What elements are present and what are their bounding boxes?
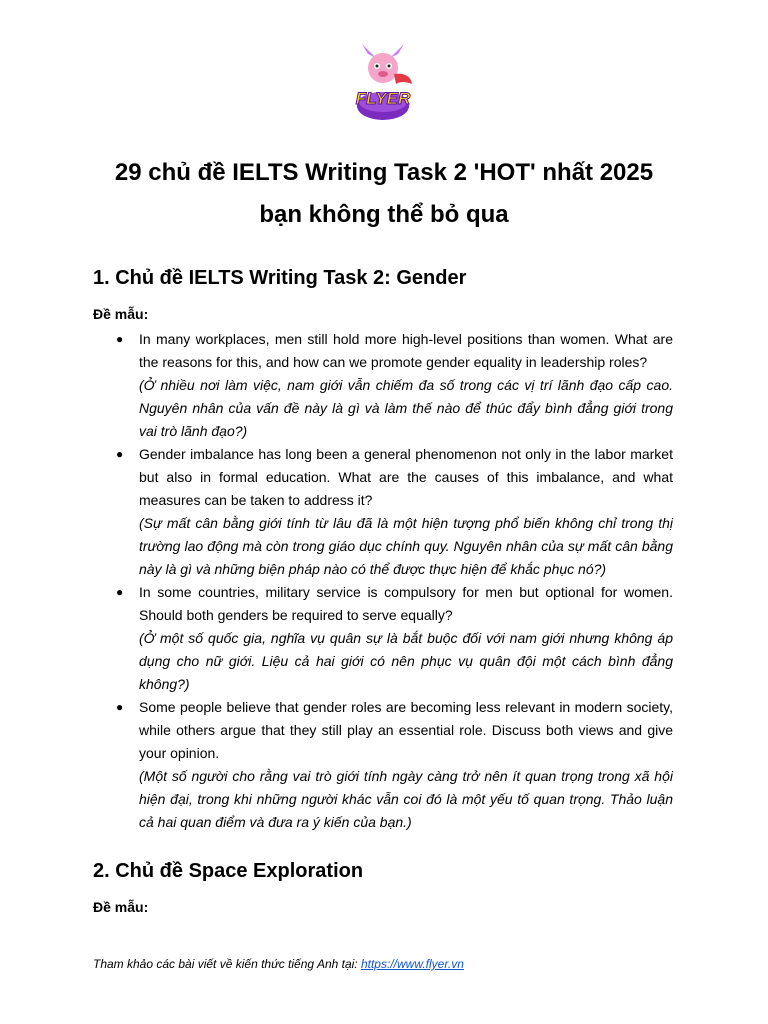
- section-1-sample-label: Đề mẫu:: [93, 306, 149, 322]
- list-item: [93, 581, 673, 696]
- list-item: [93, 328, 673, 443]
- logo-wordmark: FLYER: [355, 89, 411, 108]
- list-item: [93, 696, 673, 834]
- bullet-icon: ●: [116, 332, 124, 346]
- footer-text: Tham khảo các bài viết về kiến thức tiếng Anh tại:: [93, 957, 361, 971]
- question-english: In some countries, military service is compulsory for men but optional for women. Should both genders be required to serve equally?: [139, 584, 673, 623]
- question-vietnamese: (Ở một số quốc gia, nghĩa vụ quân sự là bắt buộc đối với nam giới nhưng không áp dụng cho nữ giới. Liệu cả hai giới có nên phục vụ quân đội một cách bình đẳng không?): [139, 630, 673, 692]
- bullet-icon: ●: [116, 447, 124, 461]
- title-line-1: 29 chủ đề IELTS Writing Task 2 'HOT' nhất 2025: [114, 159, 654, 186]
- bullet-icon: ●: [116, 585, 124, 599]
- page-footer: [93, 957, 464, 971]
- question-english: In many workplaces, men still hold more high-level positions than women. What are the reasons for this, and how can we promote gender equality in leadership roles?: [139, 331, 673, 370]
- document-title: [60, 152, 708, 236]
- question-english: Gender imbalance has long been a general phenomenon not only in the labor market but also in formal education. What are the causes of this imbalance, and what measures can be taken to address it?: [139, 446, 673, 508]
- question-vietnamese: (Một số người cho rằng vai trò giới tính ngày càng trở nên ít quan trọng trong xã hội hiện đại, trong khi những người khác vẫn coi đó là một yếu tố quan trọng. Thảo luận cả hai quan điểm và đưa ra ý kiến của bạn.): [139, 768, 673, 830]
- list-item: [93, 443, 673, 581]
- flyer-mascot-logo-icon: [346, 44, 420, 124]
- section-1-heading: 1. Chủ đề IELTS Writing Task 2: Gender: [93, 267, 467, 289]
- question-english: Some people believe that gender roles are becoming less relevant in modern society, while others argue that they still play an essential role. Discuss both views and give your opinion.: [139, 699, 673, 761]
- flyer-logo: [346, 44, 420, 124]
- section-1-question-list: [93, 328, 673, 834]
- title-line-2: bạn không thể bỏ qua: [259, 201, 509, 228]
- section-2-heading: 2. Chủ đề Space Exploration: [93, 860, 364, 882]
- question-vietnamese: (Ở nhiều nơi làm việc, nam giới vẫn chiếm đa số trong các vị trí lãnh đạo cấp cao. Nguyên nhân của vấn đề này là gì và làm thế nào để thúc đẩy bình đẳng giới trong vai trò lãnh đạo?): [139, 377, 673, 439]
- footer-link[interactable]: https://www.flyer.vn: [360, 957, 464, 971]
- question-vietnamese: (Sự mất cân bằng giới tính từ lâu đã là một hiện tượng phổ biến không chỉ trong thị trường lao động mà còn trong giáo dục chính quy. Nguyên nhân của sự mất cân bằng này là gì và những biện pháp nào có thể được thực hiện để khắc phục nó?): [139, 515, 673, 577]
- section-2-sample-label: Đề mẫu:: [93, 899, 149, 915]
- bullet-icon: ●: [116, 700, 124, 714]
